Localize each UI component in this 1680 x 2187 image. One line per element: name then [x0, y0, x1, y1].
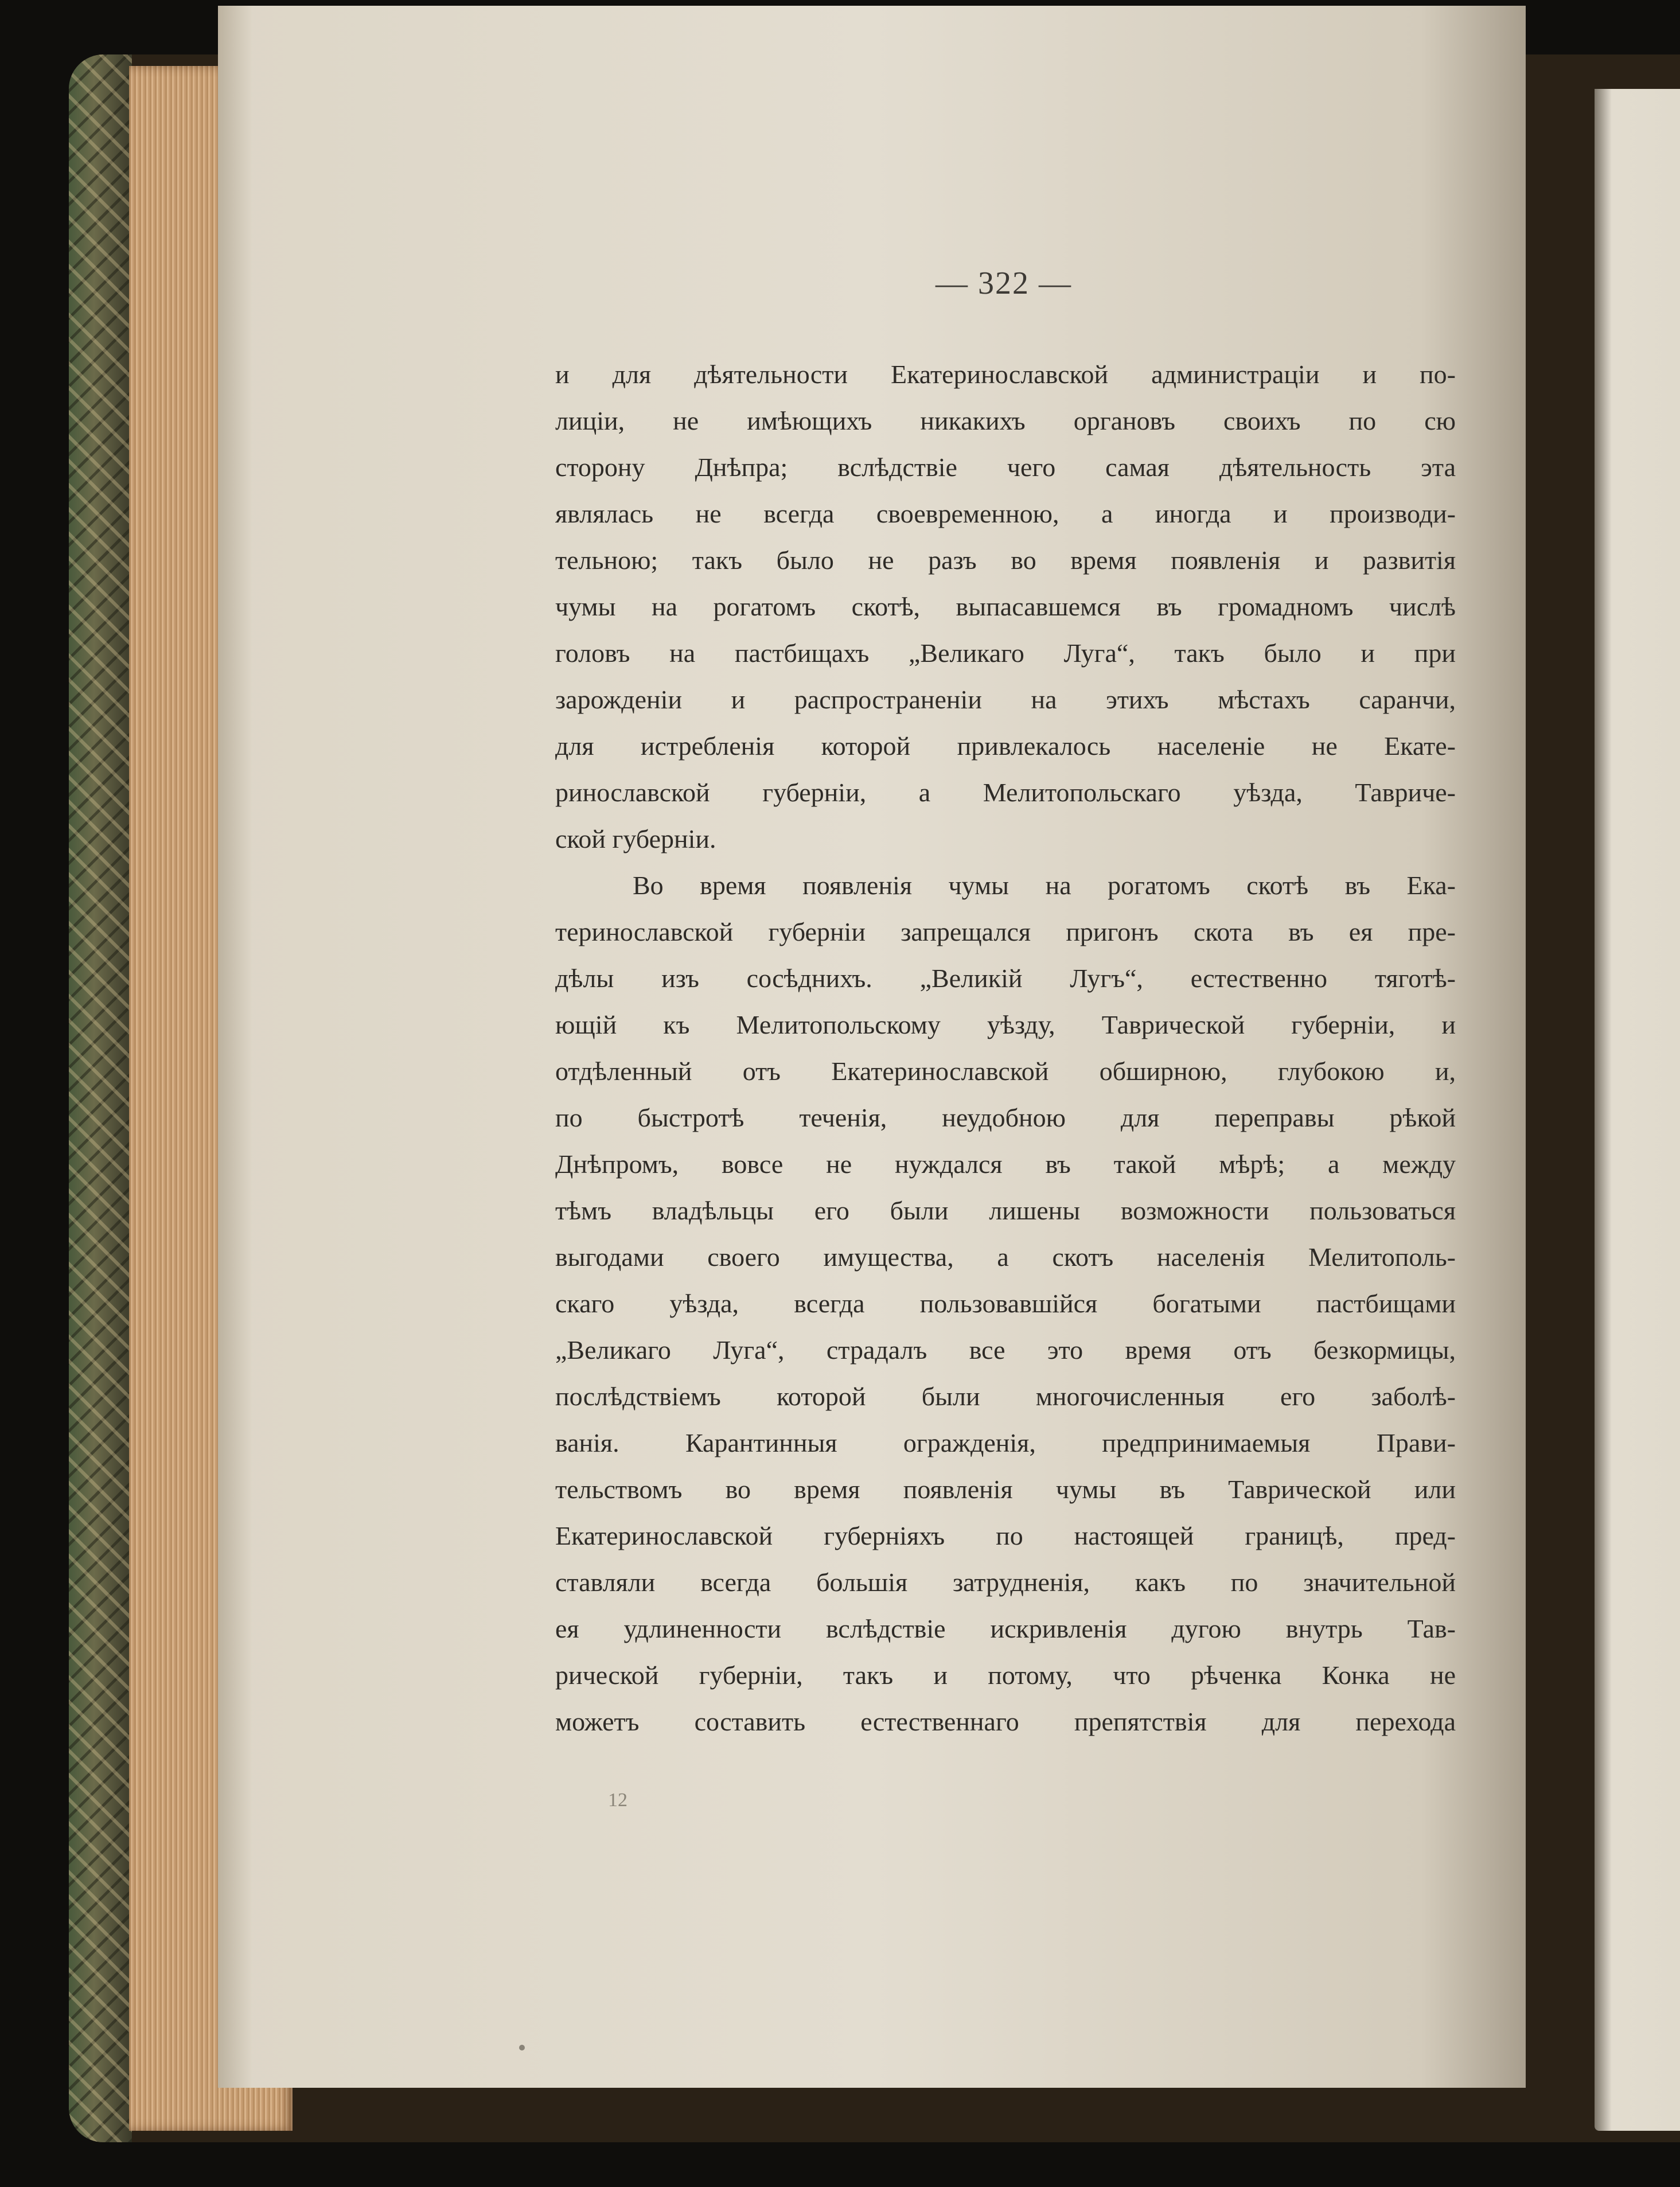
text-line: чумы на рогатомъ скотѣ, выпасавшемся въ громадномъ числѣ — [555, 592, 1456, 621]
text-line: Екатеринославской губерніяхъ по настоящей границѣ, пред- — [555, 1521, 1456, 1550]
page-text — [555, 351, 1456, 1745]
text-line: головъ на пастбищахъ „Великаго Луга“, такъ было и при — [555, 638, 1456, 668]
text-line: ринославской губерніи, а Мелитопольскаго уѣзда, Тавриче- — [555, 778, 1456, 807]
text-line: рической губерніи, такъ и потому, что рѣченка Конка не — [555, 1660, 1456, 1690]
text-line: ставляли всегда большія затрудненія, какъ по значительной — [555, 1568, 1456, 1597]
text-line: выгодами своего имущества, а скотъ населенія Мелитополь- — [555, 1242, 1456, 1272]
text-line: и для дѣятельности Екатеринославской администраціи и по- — [555, 360, 1456, 389]
facing-page-edge — [1595, 89, 1680, 2131]
text-line: ванія. Карантинныя огражденія, предпринимаемыя Прави- — [555, 1428, 1456, 1457]
text-line: ющій къ Мелитопольскому уѣзду, Таврической губерніи, и — [555, 1010, 1456, 1039]
paper-speck — [519, 2045, 525, 2050]
text-line: скаго уѣзда, всегда пользовавшійся богатыми пастбищами — [555, 1289, 1456, 1318]
text-line: можетъ составить естественнаго препятствія для перехода — [555, 1707, 1456, 1736]
gutter-shadow — [218, 6, 252, 2088]
text-line: послѣдствіемъ которой были многочисленныя его заболѣ- — [555, 1382, 1456, 1411]
text-line: тельствомъ во время появленія чумы въ Таврической или — [555, 1475, 1456, 1504]
text-line: сторону Днѣпра; вслѣдствіе чего самая дѣятельность эта — [555, 453, 1456, 482]
text-line: лиціи, не имѣющихъ никакихъ органовъ своихъ по сю — [555, 406, 1456, 435]
text-line: отдѣленный отъ Екатеринославской обширною, глубокою и, — [555, 1057, 1456, 1086]
text-line: ской губерніи. — [555, 824, 716, 853]
marbled-cover-pattern — [69, 54, 132, 2142]
paragraph-start-line: Во время появленія чумы на рогатомъ скотѣ въ Ека- — [633, 871, 1456, 900]
text-line: по быстротѣ теченія, неудобною для переправы рѣкой — [555, 1103, 1456, 1132]
text-line: являлась не всегда своевременною, а иногда и производи- — [555, 499, 1456, 528]
text-line: тельною; такъ было не разъ во время появленія и развитія — [555, 545, 1456, 575]
text-line: ея удлиненности вслѣдствіе искривленія дугою внутрь Тав- — [555, 1614, 1456, 1643]
text-line: „Великаго Луга“, страдалъ все это время отъ безкормицы, — [555, 1335, 1456, 1365]
text-line: для истребленія которой привлекалось населеніе не Екате- — [555, 731, 1456, 761]
printer-signature-mark: 12 — [608, 1790, 627, 1811]
text-line: тѣмъ владѣльцы его были лишены возможности пользоваться — [555, 1196, 1456, 1225]
text-line: зарожденіи и распространеніи на этихъ мѣстахъ саранчи, — [555, 685, 1456, 714]
text-line: дѣлы изъ сосѣднихъ. „Великій Лугъ“, естественно тяготѣ- — [555, 964, 1456, 993]
page-number: — 322 — — [936, 266, 1072, 301]
text-line: Днѣпромъ, вовсе не нуждался въ такой мѣрѣ; а между — [555, 1149, 1456, 1179]
text-line: теринославской губерніи запрещался пригонъ скота въ ея пре- — [555, 917, 1456, 946]
